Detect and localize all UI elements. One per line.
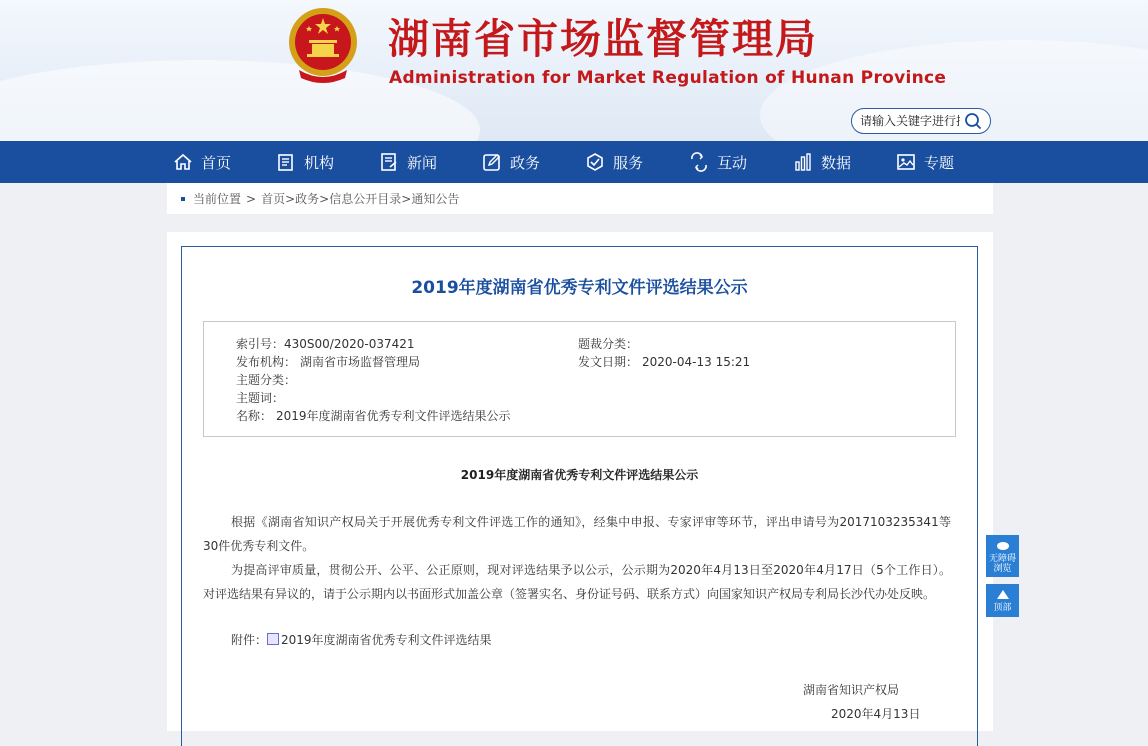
meta-value: 2020-04-13 15:21 bbox=[642, 355, 751, 369]
breadcrumb-home[interactable]: 首页 bbox=[261, 192, 286, 206]
meta-value: 湖南省市场监督管理局 bbox=[300, 355, 421, 369]
breadcrumb-notice[interactable]: 通知公告 bbox=[411, 192, 460, 206]
site-title-en: Administration for Market Regulation of Hunan Province bbox=[389, 68, 947, 88]
home-icon bbox=[173, 152, 193, 172]
nav-item-data[interactable] bbox=[793, 141, 851, 183]
meta-label: 主题词： bbox=[236, 391, 285, 405]
image-icon bbox=[896, 152, 916, 172]
org-icon bbox=[276, 152, 296, 172]
chart-icon bbox=[793, 152, 813, 172]
nav-item-news[interactable] bbox=[379, 141, 437, 183]
attachment-link[interactable]: 2019年度湖南省优秀专利文件评选结果 bbox=[281, 633, 492, 647]
nav-label: 首页 bbox=[201, 153, 232, 172]
meta-value: 430S00/2020-037421 bbox=[284, 337, 415, 351]
breadcrumb bbox=[167, 183, 993, 214]
body-paragraph: 根据《湖南省知识产权局关于开展优秀专利文件评选工作的通知》，经集中申报、专家评审等环节，评出申请号为2017103235341等30件优秀专利文件。 bbox=[203, 515, 951, 553]
eye-icon bbox=[996, 541, 1010, 551]
breadcrumb-separator: > bbox=[246, 191, 257, 206]
meta-topic-class bbox=[578, 335, 638, 352]
meta-label: 发布机构： bbox=[236, 355, 297, 369]
breadcrumb-current-label: 当前位置 bbox=[193, 192, 242, 206]
nav-item-interact[interactable] bbox=[689, 141, 747, 183]
site-header bbox=[0, 0, 1148, 141]
back-to-top-label: 顶部 bbox=[993, 603, 1012, 613]
accessibility-label: 浏览 bbox=[993, 564, 1012, 574]
nav-label: 机构 bbox=[304, 153, 335, 172]
article-title: 2019年度湖南省优秀专利文件评选结果公示 bbox=[411, 278, 748, 298]
attachment bbox=[231, 631, 492, 648]
accessibility-label: 无障碍 bbox=[988, 554, 1016, 564]
document-title: 2019年度湖南省优秀专利文件评选结果公示 bbox=[460, 468, 699, 482]
nav-label: 政务 bbox=[510, 153, 541, 172]
meta-label: 题裁分类： bbox=[578, 337, 639, 351]
meta-label: 索引号： bbox=[236, 337, 285, 351]
meta-publisher bbox=[236, 353, 420, 370]
search-box[interactable] bbox=[851, 108, 991, 134]
signature-date: 2020年4月13日 bbox=[831, 707, 921, 721]
nav-label: 服务 bbox=[613, 153, 644, 172]
search-input[interactable] bbox=[860, 112, 960, 130]
site-title-cn: 湖南省市场监督管理局 bbox=[388, 15, 818, 63]
meta-subject-class bbox=[236, 371, 296, 388]
edit-icon bbox=[482, 152, 502, 172]
article-panel bbox=[181, 246, 978, 746]
meta-value: 2019年度湖南省优秀专利文件评选结果公示 bbox=[276, 409, 511, 423]
meta-keywords bbox=[236, 389, 284, 406]
breadcrumb-separator: > bbox=[285, 191, 296, 206]
breadcrumb-catalog[interactable]: 信息公开目录 bbox=[329, 192, 402, 206]
nav-item-affairs[interactable] bbox=[482, 141, 540, 183]
nav-label: 新闻 bbox=[407, 153, 438, 172]
signature-org: 湖南省知识产权局 bbox=[803, 683, 900, 697]
nav-item-org[interactable] bbox=[276, 141, 334, 183]
file-icon bbox=[267, 633, 279, 645]
arrow-up-icon bbox=[997, 590, 1009, 600]
meta-name bbox=[236, 407, 511, 424]
interact-icon bbox=[689, 152, 709, 172]
main-nav bbox=[0, 141, 1148, 183]
meta-label: 主题分类： bbox=[236, 373, 297, 387]
meta-info-box bbox=[203, 321, 956, 437]
accessibility-button[interactable] bbox=[986, 535, 1019, 577]
meta-label: 发文日期： bbox=[578, 355, 639, 369]
nav-item-home[interactable] bbox=[173, 141, 231, 183]
back-to-top-button[interactable] bbox=[986, 584, 1019, 617]
news-icon bbox=[379, 152, 399, 172]
nav-label: 互动 bbox=[717, 153, 748, 172]
bullet-icon bbox=[181, 197, 185, 201]
meta-date bbox=[578, 353, 750, 370]
breadcrumb-affairs[interactable]: 政务 bbox=[295, 192, 320, 206]
breadcrumb-separator: > bbox=[319, 191, 330, 206]
nav-item-service[interactable] bbox=[585, 141, 643, 183]
nav-item-topic[interactable] bbox=[896, 141, 954, 183]
main-content bbox=[167, 232, 993, 731]
nav-label: 专题 bbox=[924, 153, 955, 172]
meta-index bbox=[236, 335, 415, 352]
search-icon[interactable] bbox=[964, 112, 982, 130]
service-icon bbox=[585, 152, 605, 172]
nav-label: 数据 bbox=[821, 153, 852, 172]
meta-label: 名称： bbox=[236, 409, 273, 423]
body-paragraph: 为提高评审质量，贯彻公开、公平、公正原则，现对评选结果予以公示，公示期为2020年4月13日至2020年4月17日（5个工作日）。对评选结果有异议的，请于公示期内以书面形式加盖公章（签署实名、身份证号码、联系方式）向国家知识产权局专利局长沙代办处反映。 bbox=[203, 563, 951, 601]
breadcrumb-separator: > bbox=[401, 191, 412, 206]
national-emblem-icon bbox=[285, 4, 361, 86]
attachment-label: 附件： bbox=[231, 633, 268, 647]
